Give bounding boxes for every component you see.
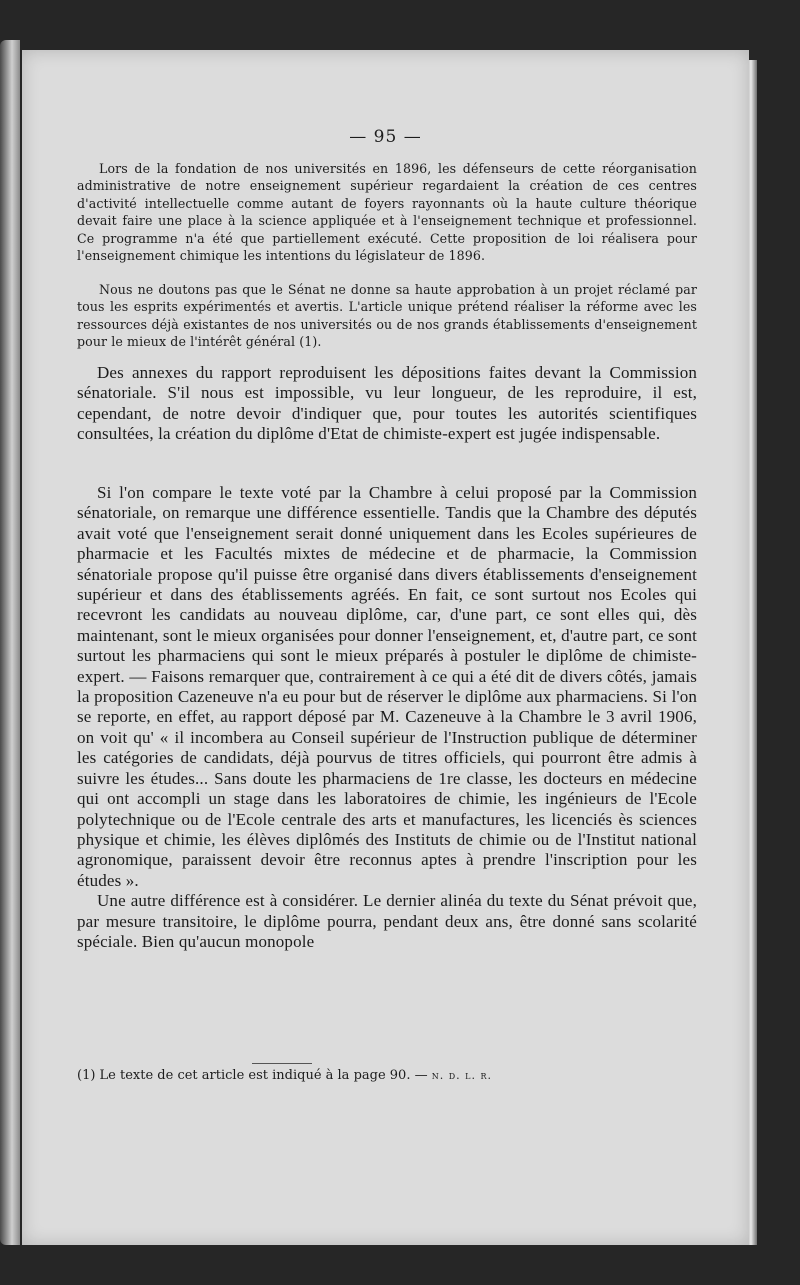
previous-page-edge bbox=[0, 40, 20, 1245]
intro-paragraph-2 bbox=[77, 281, 697, 351]
body-paragraphs bbox=[77, 483, 697, 952]
footnote bbox=[77, 1067, 697, 1084]
body-text-2: Si l'on compare le texte voté par la Chambre à celui proposé par la Commission sénatoriale, on remarque une différence essentielle. Tandis que la Chambre des députés avait voté que l'enseignement serait donné uniquement dans les Ecoles supérieures de pharmacie et les Facultés mixtes de médecine et de pharmacie, la Commission sénatoriale propose qu'il puisse être organisé dans divers établissements d'enseignement supérieur et dans des établissements agréés. En fait, ce sont surtout nos Ecoles qui recevront les candidats au nouveau diplôme, car, d'une part, ce sont elles qui, dès maintenant, sont le mieux organisées pour donner l'enseignement, et, d'autre part, ce sont surtout les pharmaciens qui sont le mieux préparés à postuler le diplôme de chimiste-expert. — Faisons remarquer que, contrairement à ce qui a été dit de divers côtés, jamais la proposition Cazeneuve n'a eu pour but de réserver le diplôme aux pharmaciens. Si l'on se reporte, en effet, au rapport déposé par M. Cazeneuve à la Chambre le 3 avril 1906, on voit qu' « il incombera au Conseil supérieur de l'Instruction publique de déterminer les catégories de candidats, déjà pourvus de titres officiels, qui pourront être admis à suivre les études... Sans doute les pharmaciens de 1re classe, les docteurs en médecine qui ont accompli un stage dans les laboratoires de chimie, les ingénieurs de l'Ecole polytechnique ou de l'Ecole centrale des arts et manufactures, les licenciés ès sciences physique et chimie, les élèves diplômés des Instituts de chimie ou de l'Institut national agronomique, paraissent devoir être reconnus aptes à prendre l'inscription pour les études ». bbox=[77, 483, 697, 890]
page-number: — 95 — bbox=[349, 127, 422, 147]
intro-paragraph-1 bbox=[77, 160, 697, 264]
body-paragraph-1 bbox=[77, 363, 697, 445]
body-text-1: Des annexes du rapport reproduisent les dépositions faites devant la Commission sénatoriale. S'il nous est impossible, vu leur longueur, de les reproduire, il est, cependant, de notre devoir d'indiquer que, pour toutes les autorités scientifiques consultées, la création du diplôme d'Etat de chimiste-expert est jugée indispensable. bbox=[77, 363, 697, 444]
body-text-3: Une autre différence est à considérer. Le dernier alinéa du texte du Sénat prévoit que, par mesure transitoire, le diplôme pourra, pendant deux ans, être donné sans scolarité spéciale. Bien qu'aucun monopole bbox=[77, 891, 697, 951]
footnote-text: (1) Le texte de cet article est indiqué à la page 90. — bbox=[77, 1068, 432, 1083]
document-page bbox=[22, 50, 749, 1245]
footnote-rule bbox=[252, 1063, 312, 1064]
intro-text-2: Nous ne doutons pas que le Sénat ne donne sa haute approbation à un projet réclamé par tous les esprits expérimentés et avertis. L'article unique prétend réaliser la réforme avec les ressources déjà existantes de nos universités ou de nos grands établissements d'enseignement pour le mieux de l'intérêt général (1). bbox=[77, 282, 697, 350]
intro-text-1: Lors de la fondation de nos universités en 1896, les défenseurs de cette réorganisation administrative de notre enseignement supérieur regardaient la création de ces centres d'activité intellectuelle comme autant de foyers rayonnants où la haute culture théorique devait faire une place à la science appliquée et à l'enseignement technique et professionnel. Ce programme n'a été que partiellement exécuté. Cette proposition de loi réalisera pour l'enseignement chimique les intentions du législateur de 1896. bbox=[77, 161, 697, 264]
footnote-signature: n. d. l. r. bbox=[431, 1069, 492, 1082]
